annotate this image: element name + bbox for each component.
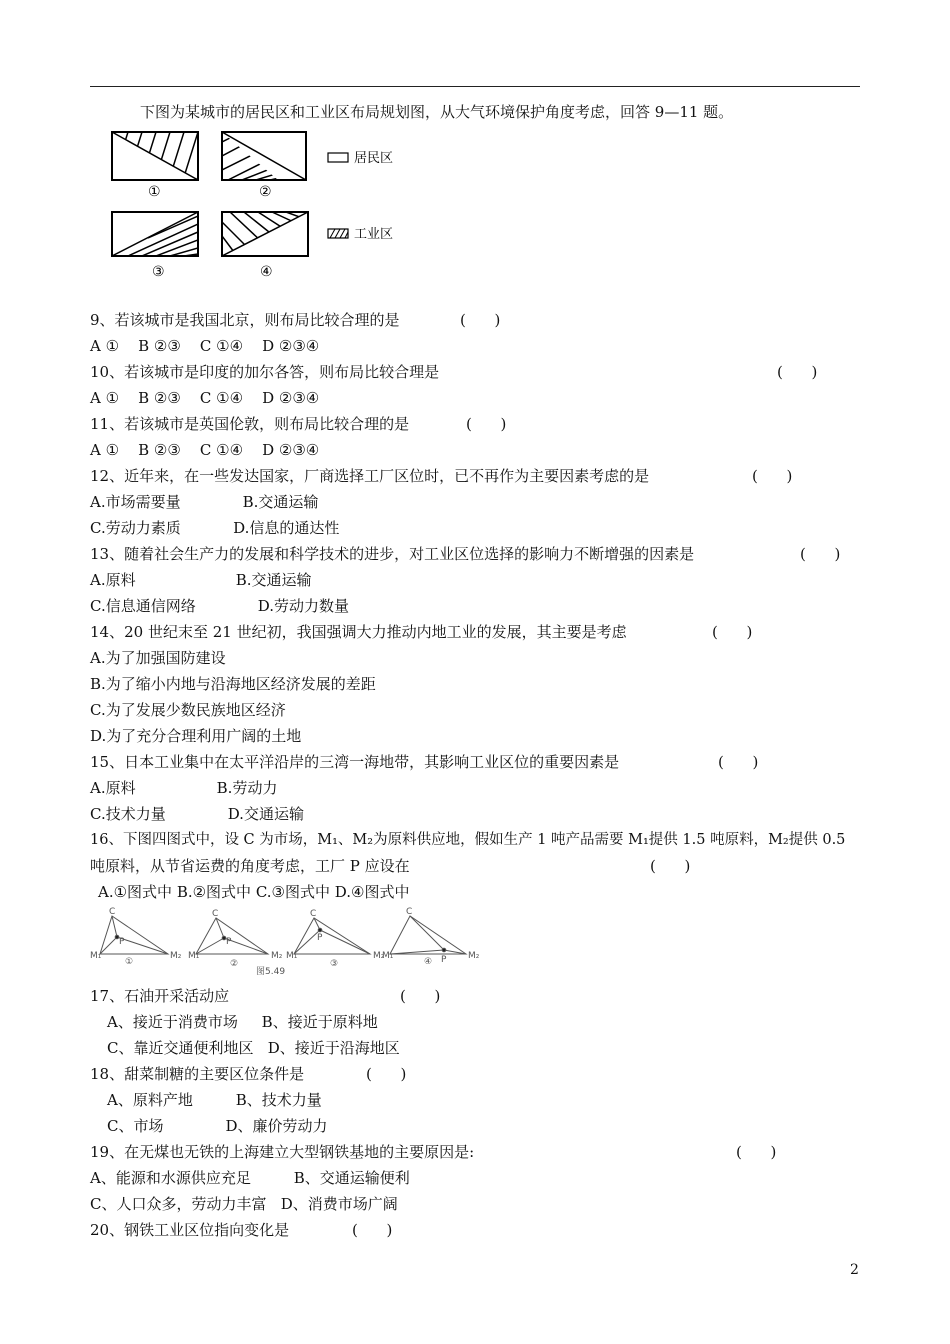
q15-stem: 15、日本工业集中在太平洋沿岸的三湾一海地带，其影响工业区位的重要因素是 — [90, 753, 620, 771]
q19-options-row2: C、人口众多，劳动力丰富 D、消费市场广阔 — [90, 1195, 398, 1213]
q18-answer-blank: ( ) — [366, 1065, 407, 1083]
diagram-caption: 图5.49 — [256, 967, 286, 977]
q14-option-d: D.为了充分合理利用广阔的土地 — [90, 727, 302, 745]
diagram-2-m1: M₁ — [188, 951, 200, 961]
diagram-4-m1: M₁ — [382, 951, 394, 961]
q18-options-row2: C、市场 D、廉价劳动力 — [107, 1117, 328, 1135]
q16-stem-line1: 16、下图四图式中，设 C 为市场，M₁、M₂为原料供应地，假如生产 1 吨产品需要 M₁提供 1.5 吨原料，M₂提供 0.5 — [90, 832, 846, 848]
q15-options-row2: C.技术力量 D.交通运输 — [90, 805, 304, 823]
diagram-1-m1: M₁ — [90, 951, 102, 961]
page-number: 2 — [850, 1262, 859, 1278]
layout-1 — [112, 132, 212, 180]
diagram-3-p: P — [317, 933, 323, 943]
q20-answer-blank: ( ) — [352, 1221, 393, 1239]
diagram-3-m2: M₂ — [373, 951, 385, 961]
q17-options-row1: A、接近于消费市场 B、接近于原料地 — [107, 1013, 378, 1031]
q10-stem: 10、若该城市是印度的加尔各答，则布局比较合理是 — [90, 363, 440, 381]
q18-options-row1: A、原料产地 B、技术力量 — [107, 1091, 322, 1109]
q19-answer-blank: ( ) — [736, 1143, 777, 1161]
q16-options: A.①图式中 B.②图式中 C.③图式中 D.④图式中 — [98, 883, 410, 901]
diagram-3-c: C — [310, 909, 317, 919]
layout-3 — [112, 212, 198, 256]
diagram-1-label: ① — [125, 957, 134, 967]
diagram-3-label: ③ — [330, 959, 339, 969]
diagram-2-label: ② — [230, 959, 239, 969]
q12-stem: 12、近年来，在一些发达国家，厂商选择工厂区位时，已不再作为主要因素考虑的是 — [90, 467, 650, 485]
q18-stem: 18、甜菜制糖的主要区位条件是 — [90, 1065, 305, 1083]
q10-answer-blank: ( ) — [777, 363, 818, 381]
q14-option-b: B.为了缩小内地与沿海地区经济发展的差距 — [90, 675, 376, 693]
q13-answer-blank: ( ) — [800, 545, 841, 563]
layout-label-4: ④ — [260, 264, 273, 280]
q13-stem: 13、随着社会生产力的发展和科学技术的进步，对工业区位选择的影响力不断增强的因素是 — [90, 545, 695, 563]
legend-industrial-swatch — [328, 229, 348, 238]
q14-option-a: A.为了加强国防建设 — [90, 649, 226, 667]
q13-options-row2: C.信息通信网络 D.劳动力数量 — [90, 597, 349, 615]
q9-stem: 9、若该城市是我国北京，则布局比较合理的是 — [90, 311, 400, 329]
layout-label-1: ① — [148, 184, 161, 200]
layout-label-2: ② — [259, 184, 272, 200]
q17-stem: 17、石油开采活动应 — [90, 987, 230, 1005]
diagram-2-m2: M₂ — [271, 951, 283, 961]
legend-industrial-label: 工业区 — [354, 227, 394, 242]
q11-stem: 11、若该城市是英国伦敦，则布局比较合理的是 — [90, 415, 410, 433]
diagram-4-c: C — [406, 907, 413, 917]
q9-options: A ① B ②③ C ①④ D ②③④ — [90, 337, 320, 355]
diagram-4-m2: M₂ — [468, 951, 480, 961]
q17-answer-blank: ( ) — [400, 987, 441, 1005]
diagram-1-c: C — [109, 907, 116, 917]
q10-options: A ① B ②③ C ①④ D ②③④ — [90, 389, 320, 407]
layout-4 — [222, 212, 308, 256]
header-rule — [90, 86, 860, 87]
legend-residential-swatch — [328, 153, 348, 162]
q20-stem: 20、钢铁工业区位指向变化是 — [90, 1221, 290, 1239]
q19-stem: 19、在无煤也无铁的上海建立大型钢铁基地的主要原因是: — [90, 1143, 475, 1161]
q17-options-row2: C、靠近交通便利地区 D、接近于沿海地区 — [107, 1039, 400, 1057]
q16-answer-blank: ( ) — [650, 857, 691, 875]
diagram-4-label: ④ — [424, 957, 433, 967]
q13-options-row1: A.原料 B.交通运输 — [90, 571, 312, 589]
q9-answer-blank: ( ) — [460, 311, 501, 329]
diagram-1 — [100, 916, 168, 954]
q19-options-row1: A、能源和水源供应充足 B、交通运输便利 — [90, 1169, 410, 1187]
diagram-4-p: P — [441, 955, 447, 965]
q11-options: A ① B ②③ C ①④ D ②③④ — [90, 441, 320, 459]
diagram-2-c: C — [212, 909, 219, 919]
q11-answer-blank: ( ) — [466, 415, 507, 433]
q12-answer-blank: ( ) — [752, 467, 793, 485]
q14-stem: 14、20 世纪末至 21 世纪初，我国强调大力推动内地工业的发展，其主要是考虑 — [90, 623, 627, 641]
q14-option-c: C.为了发展少数民族地区经济 — [90, 701, 286, 719]
layout-figure — [108, 128, 428, 288]
diagram-3-m1: M₁ — [286, 951, 298, 961]
q16-stem-line2: 吨原料，从节省运费的角度考虑，工厂 P 应设在 — [90, 857, 410, 875]
diagram-4 — [390, 916, 466, 954]
q15-options-row1: A.原料 B.劳动力 — [90, 779, 278, 797]
diagram-1-p: P — [119, 937, 125, 947]
intro-text: 下图为某城市的居民区和工业区布局规划图，从大气环境保护角度考虑，回答 9—11 题。 — [140, 103, 734, 121]
layout-2 — [222, 132, 308, 180]
legend-residential-label: 居民区 — [354, 151, 394, 166]
location-diagram — [90, 906, 490, 978]
layout-label-3: ③ — [152, 264, 165, 280]
diagram-3 — [294, 918, 370, 954]
q14-answer-blank: ( ) — [712, 623, 753, 641]
diagram-2-p: P — [226, 937, 232, 947]
q15-answer-blank: ( ) — [718, 753, 759, 771]
q12-options-row2: C.劳动力素质 D.信息的通达性 — [90, 519, 340, 537]
diagram-2 — [196, 918, 268, 954]
q12-options-row1: A.市场需要量 B.交通运输 — [90, 493, 319, 511]
diagram-1-m2: M₂ — [170, 951, 182, 961]
